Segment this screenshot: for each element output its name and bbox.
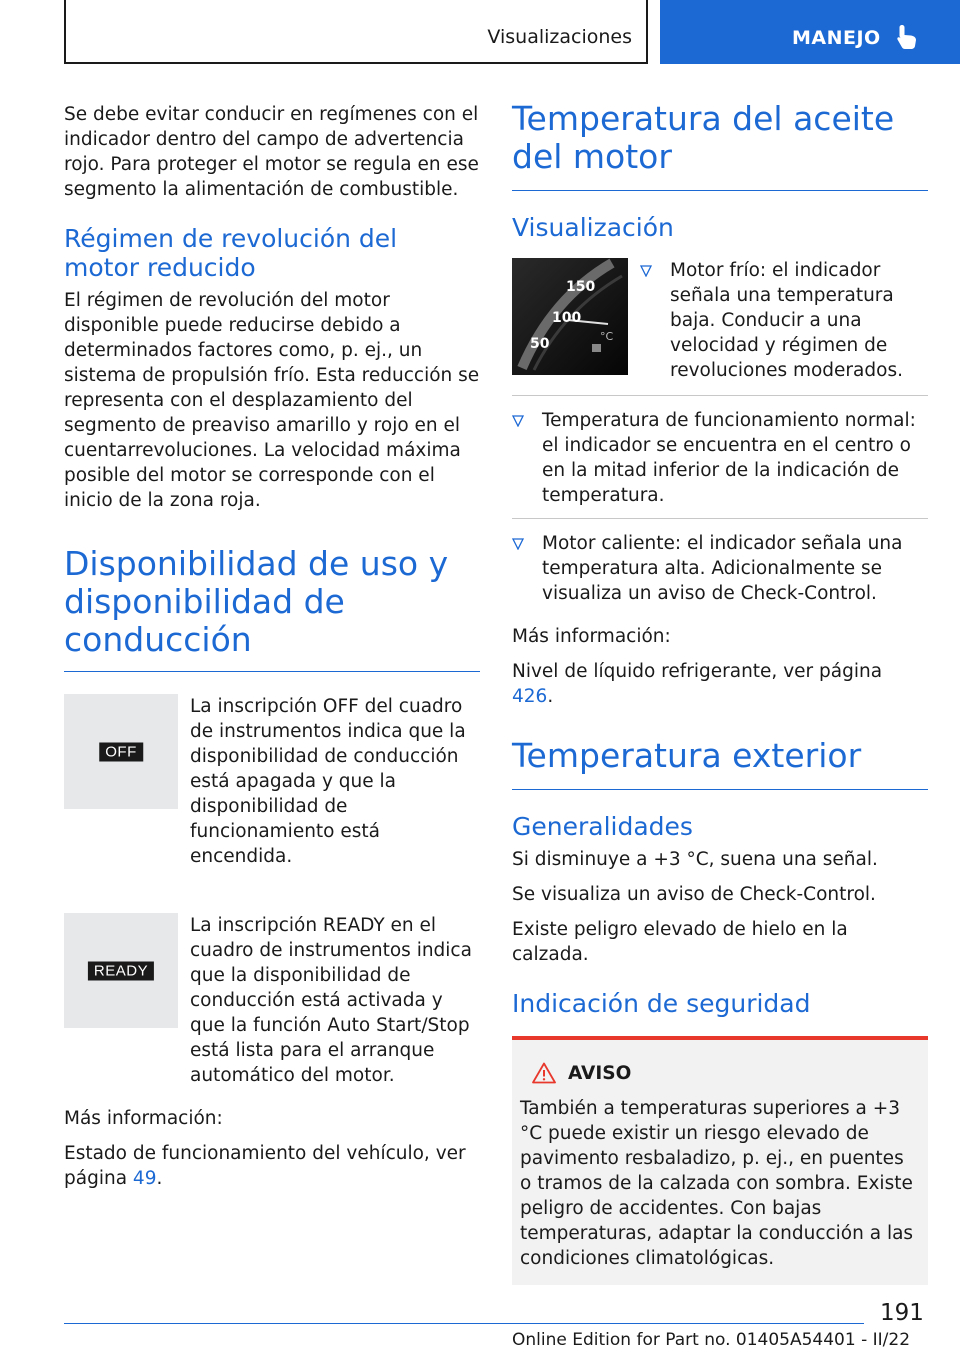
reduced-rpm-body: El régimen de revolución del motor disponible puede reducirse debido a determinados factores como, p. ej., un sistema de propulsión frío. Esta reducción se representa con el desplazamiento del segmento de preaviso amarillo y rojo en el cuentarrevoluciones. La velocidad máxima posible del motor se corresponde con el inicio de la zona roja. [64, 290, 480, 511]
warning-triangle-icon [532, 1062, 556, 1084]
oil-list-rest [512, 408, 928, 606]
gauge-label-150: 150 [566, 279, 596, 295]
ready-description: La inscripción READY en el cuadro de instrumentos indica que la disponibilidad de conducción está activada y que la función Auto Start/Stop está lista para el arranque automático del motor. [190, 915, 472, 1086]
oil-gauge-image [512, 258, 628, 375]
availability-ref-end: . [156, 1168, 163, 1189]
gauge-label-100: 100 [552, 310, 582, 326]
warning-box [512, 1036, 928, 1285]
availability-ref-text: Estado de funcionamiento del vehículo, ver página [64, 1143, 466, 1189]
footer-edition: Online Edition for Part no. 01405A54401 - II/22 [512, 1330, 911, 1350]
ready-badge: READY [88, 961, 154, 980]
off-badge: OFF [99, 742, 143, 761]
oil-item-cold: Motor frío: el indicador señala una temperatura baja. Conducir a una velocidad y régimen de revoluciones moderados. [640, 258, 928, 383]
exterior-line-1: Si disminuye a +3 °C, suena una señal. [512, 849, 878, 870]
footer-rule [64, 1323, 864, 1324]
availability-page-link[interactable]: 49 [132, 1168, 157, 1189]
reduced-rpm-heading: Régimen de revolución del motor reducido [64, 224, 398, 282]
list-arrow-icon [512, 538, 524, 550]
header-chapter-tab [660, 0, 960, 64]
pointing-hand-icon [896, 24, 918, 50]
intro-paragraph: Se debe evitar conducir en regímenes con el indicador dentro del campo de advertencia rojo. Para proteger el motor se regula en ese segmento la alimentación de combustible. [64, 104, 479, 200]
header-section-title: Visualizaciones [487, 26, 632, 48]
availability-more-info: Más información: [64, 1108, 223, 1129]
oil-display-subheading: Visualización [512, 213, 674, 242]
warning-title: AVISO [568, 1062, 632, 1084]
right-column [512, 100, 928, 1285]
oil-more-info: Más información: [512, 626, 671, 647]
oil-item-hot: Motor caliente: el indicador señala una temperatura alta. Adicionalmente se visualiza un aviso de Check-Control. [512, 518, 928, 606]
exterior-temp-heading: Temperatura exterior [512, 736, 862, 775]
exterior-line-3: Existe peligro elevado de hielo en la calzada. [512, 919, 848, 965]
gauge-unit: °C [600, 330, 614, 343]
off-indicator-image [64, 694, 178, 809]
general-subheading: Generalidades [512, 812, 693, 841]
ready-indicator-image [64, 913, 178, 1028]
oil-list-first [640, 258, 928, 393]
oil-ref-text: Nivel de líquido refrigerante, ver página [512, 661, 883, 682]
off-description: La inscripción OFF del cuadro de instrumentos indica que la disponibilidad de conducción está apagada y que la disponibilidad de funcionamiento está encendida. [190, 696, 466, 867]
oil-page-link[interactable]: 426 [512, 686, 548, 707]
list-arrow-icon [640, 265, 652, 277]
warning-title-row [532, 1062, 920, 1084]
oil-gauge-block [512, 258, 928, 393]
oil-ref-end: . [547, 686, 554, 707]
ready-block [64, 913, 480, 1098]
header-chapter-title: MANEJO [792, 27, 881, 49]
gauge-label-50: 50 [530, 336, 550, 352]
page-number: 191 [880, 1300, 924, 1326]
oil-can-icon [592, 344, 601, 352]
header-section-box [64, 0, 648, 64]
list-arrow-icon [512, 415, 524, 427]
oil-temp-heading: Temperatura del aceite del motor [512, 99, 895, 176]
availability-reference [64, 1141, 480, 1191]
left-column [64, 102, 480, 1201]
exterior-line-2: Se visualiza un aviso de Check-Control. [512, 884, 876, 905]
list-separator [512, 395, 928, 396]
warning-text: También a temperaturas superiores a +3 °C puede existir un riesgo elevado de pavimento resbaladizo, p. ej., en puentes o tramos de la calzada con sombra. Existe peligro de accidentes. Con bajas temperaturas, adaptar la conducción a las condiciones climatológicas. [520, 1098, 914, 1269]
oil-item-normal: Temperatura de funcionamiento normal: el indicador se encuentra en el centro o en la mitad inferior de la indicación de temperatura. [512, 408, 928, 508]
off-block [64, 694, 480, 879]
availability-heading: Disponibilidad de uso y disponibilidad de conducción [64, 544, 449, 659]
safety-heading: Indicación de seguridad [512, 989, 811, 1018]
oil-reference [512, 659, 928, 709]
